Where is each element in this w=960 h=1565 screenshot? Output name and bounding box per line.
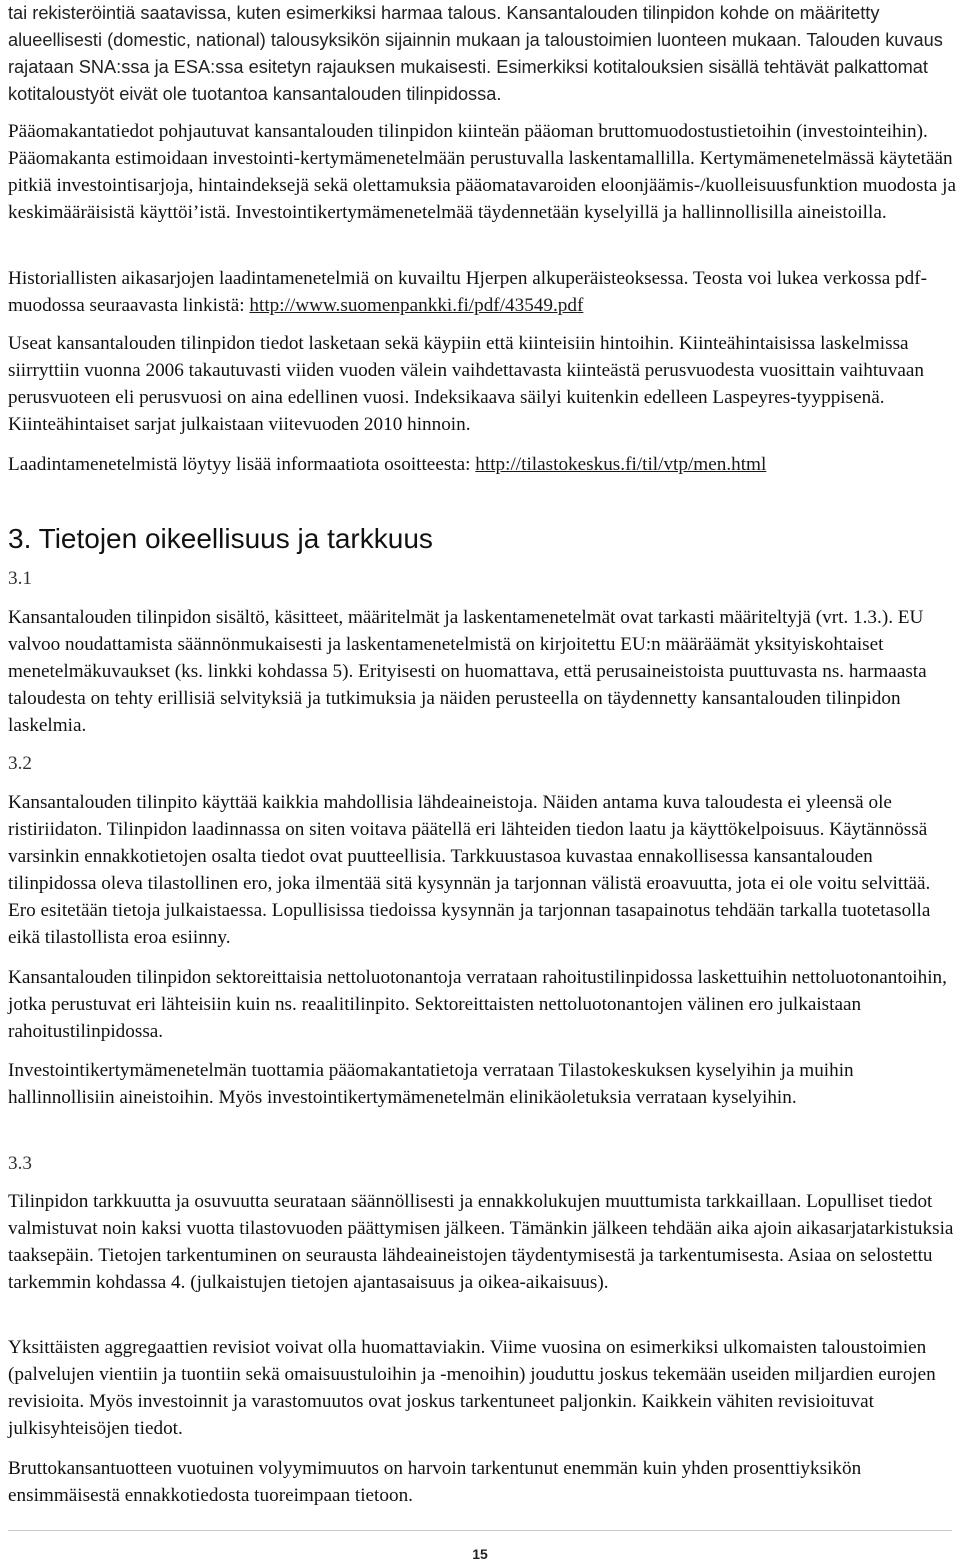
subsection-3-3-heading: 3.3 (8, 1153, 32, 1174)
methods-link[interactable]: http://tilastokeskus.fi/til/vtp/men.html (475, 454, 767, 475)
paragraph-3-1: Kansantalouden tilinpidon sisältö, käsitteet, määritelmät ja laskentamenetelmät ovat tarkasti määriteltyjä (vrt. 1.3.). EU valvoo noudattamista säännönmukaisesti ja laskentamenetelmistä on kirjoitettu EU:n määräämät yksityiskohtaiset menetelmäkuvaukset (ks. linkki kohdassa 5). Erityisesti on huomattava, että perusaineistoista puuttuvasta ns. harmaasta taloudesta on tehty erillisiä selvityksiä ja tutkimuksia ja näiden perusteella on täydennetty kansantalouden tilinpidon laskelmia. (8, 607, 927, 736)
paragraph-3-2-a: Kansantalouden tilinpito käyttää kaikkia mahdollisia lähdeaineistoja. Näiden antama kuva taloudesta ei yleensä ole ristiriidaton. Tilinpidon laadinnassa on siten voitava päätellä eri lähteiden tiedon laatu ja käyttökelpoisuus. Käytännössä varsinkin ennakkotietojen osalta tiedot ovat puutteellisia. Tarkkuustasoa kuvastaa ennakollisessa kansantalouden tilinpidossa oleva tilastollinen ero, joka ilmentää sitä kysynnän ja tarjonnan välistä eroavuutta, jota ei ole voitu selvittää. Ero esitetään tietoja julkaistaessa. Lopullisissa tiedoissa kysynnän ja tarjonnan tasapainotus tehdään tarkalla tuotetasolla eikä tilastollista eroa esiinny. (8, 792, 931, 948)
paragraph-3-3-b: Yksittäisten aggregaattien revisiot voivat olla huomattaviakin. Viime vuosina on esimerkiksi ulkomaisten taloustoimien (palvelujen vientiin ja tuontiin sekä omaisuustuloihin ja -menoihin) jouduttu joskus tekemään useiden miljardien eurojen revisioita. Myös investoinnit ja varastomuutos ovat joskus tarkentuneet paljonkin. Kaikkein vähiten revisioituvat julkisyhteisöjen tiedot. (8, 1337, 936, 1439)
paragraph-3-2-c: Investointikertymämenetelmän tuottamia pääomakantatietoja verrataan Tilastokeskuksen kyselyihin ja muihin hallinnollisiin aineistoihin. Myös investointikertymämenetelmän elinikäoletuksia verrataan kyselyihin. (8, 1060, 854, 1108)
paragraph-3-3-a: Tilinpidon tarkkuutta ja osuvuutta seurataan säännöllisesti ja ennakkolukujen muuttumista tarkkaillaan. Lopulliset tiedot valmistuvat noin kaksi vuotta tilastovuoden päättymisen jälkeen. Tämänkin jälkeen tehdään aika ajoin aikasarjatarkistuksia taaksepäin. Tietojen tarkentuminen on seurausta lähdeaineistojen täydentymisestä ja tarkentumisesta. Asiaa on selostettu tarkemmin kohdassa 4. (julkaistujen tietojen ajantasaisuus ja oikea-aikaisuus). (8, 1191, 954, 1293)
prices-paragraph: Useat kansantalouden tilinpidon tiedot lasketaan sekä käypiin että kiinteisiin hintoihin. Kiinteähintaisissa laskelmissa siirryttiin vuonna 2006 takautuvasti viiden vuoden välein vaihdettavasta kiinteästä perusvuodesta vuosittain vaihtuvaan perusvuoteen eli perusvuosi on aina edellinen vuosi. Indeksikaava säilyi kuitenkin edelleen Laspeyres-tyyppisenä. Kiinteähintaiset sarjat julkaistaan viitevuoden 2010 hinnoin. (8, 333, 924, 435)
footer-divider (8, 1530, 952, 1531)
paragraph-3-3-c: Bruttokansantuotteen vuotuinen volyymimuutos on harvoin tarkentunut enemmän kuin yhden prosenttiyksikön ensimmäisestä ennakkotiedosta tuoreimpaan tietoon. (8, 1458, 862, 1506)
methods-text: Laadintamenetelmistä löytyy lisää informaatiota osoitteesta: (8, 454, 476, 475)
history-text: Historiallisten aikasarjojen laadintamenetelmiä on kuvailtu Hjerpen alkuperäisteoksessa. Teosta voi lukea verkossa pdf-muodossa seuraavasta linkistä: (8, 268, 928, 316)
methods-paragraph (8, 451, 958, 478)
capital-stock-paragraph: Pääomakantatiedot pohjautuvat kansantalouden tilinpidon kiinteän pääoman bruttomuodostustietoihin (investointeihin). Pääomakanta estimoidaan investointi-kertymämenetelmään perustuvalla laskentamallilla. Kertymämenetelmässä käytetään pitkiä investointisarjoja, hintaindeksejä sekä olettamuksia pääomatavaroiden eloonjäämis-/kuolleisuusfunktion muodosta ja keskimääräisistä käyttöi’istä. Investointikertymämenetelmää täydennetään kyselyillä ja hallinnollisilla aineistoilla. (8, 121, 956, 223)
subsection-3-1-heading: 3.1 (8, 568, 32, 589)
subsection-3-2-heading: 3.2 (8, 753, 32, 774)
history-pdf-link[interactable]: http://www.suomenpankki.fi/pdf/43549.pdf (249, 295, 584, 316)
paragraph-3-2-b: Kansantalouden tilinpidon sektoreittaisia nettoluotonantoja verrataan rahoitustilinpidossa laskettuihin nettoluotonantoihin, jotka perustuvat eri lähteisiin kuin ns. reaalitilinpito. Sektoreittaisten nettoluotonantojen välinen ero julkaistaan rahoitustilinpidossa. (8, 967, 947, 1042)
section-title: 3. Tietojen oikeellisuus ja tarkkuus (8, 523, 433, 554)
intro-paragraph: tai rekisteröintiä saatavissa, kuten esimerkiksi harmaa talous. Kansantalouden tilinpidon kohde on määritetty alueellisesti (domestic, national) talousyksikön sijainnin mukaan ja taloustoimien luonteen mukaan. Talouden kuvaus rajataan SNA:ssa ja ESA:ssa esitetyn rajauksen mukaisesti. Esimerkiksi kotitalouksien sisällä tehtävät palkattomat kotitaloustyöt eivät ole tuotantoa kansantalouden tilinpidossa. (8, 3, 943, 104)
page-number: 15 (472, 1546, 488, 1562)
history-paragraph (8, 265, 958, 319)
